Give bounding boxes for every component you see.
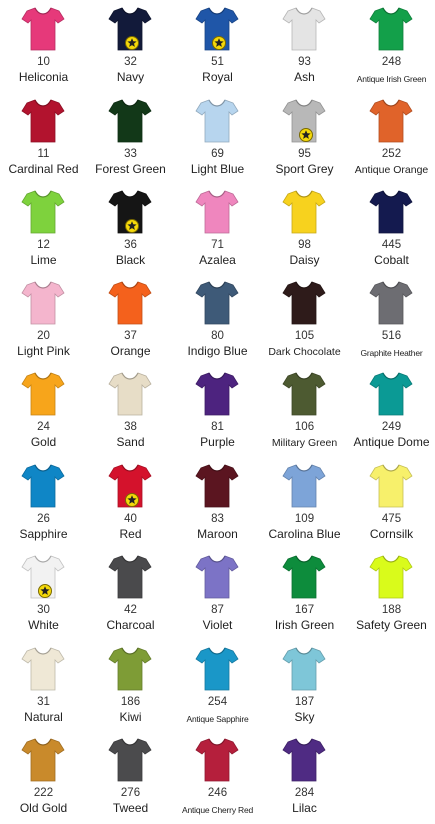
color-swatch (87, 0, 174, 91)
color-swatch (0, 731, 87, 822)
tshirt-icon (108, 554, 152, 600)
color-code: 26 (37, 513, 50, 525)
color-name: Graphite Heather (360, 348, 423, 358)
tshirt-icon (369, 280, 413, 326)
tshirt-icon (282, 189, 326, 235)
color-name: Sky (294, 710, 315, 724)
color-swatch (87, 640, 174, 731)
color-swatch (0, 457, 87, 548)
color-name: Royal (202, 70, 233, 84)
color-code: 42 (124, 604, 137, 616)
color-name: Forest Green (95, 162, 166, 176)
color-name: Old Gold (19, 801, 68, 815)
color-code: 37 (124, 330, 137, 342)
color-name: Military Green (271, 437, 338, 449)
tshirt-icon (282, 98, 326, 144)
color-code: 31 (37, 696, 50, 708)
color-swatch (261, 92, 348, 183)
color-name: Red (119, 527, 142, 541)
color-name: Sapphire (19, 527, 68, 541)
color-name: Black (115, 253, 146, 267)
tshirt-icon (108, 463, 152, 509)
tshirt-icon (195, 189, 239, 235)
color-swatch (174, 731, 261, 822)
color-name: Cornsilk (369, 527, 414, 541)
color-swatch (174, 92, 261, 183)
color-name: Safety Green (356, 618, 427, 632)
featured-star-icon (38, 584, 52, 598)
featured-star-icon (125, 219, 139, 233)
color-name: Antique Cherry Red (181, 805, 254, 815)
color-name: Sport Grey (275, 162, 334, 176)
color-name: Purple (200, 435, 235, 449)
color-code: 30 (37, 604, 50, 616)
color-name: Charcoal (106, 618, 155, 632)
color-code: 186 (120, 696, 141, 708)
color-swatch (174, 183, 261, 274)
color-code: 167 (294, 604, 315, 616)
tshirt-icon (21, 280, 65, 326)
tshirt-icon (195, 6, 239, 52)
color-name: Kiwi (119, 710, 142, 724)
tshirt-icon (282, 463, 326, 509)
tshirt-icon (282, 371, 326, 417)
color-code: 87 (211, 604, 224, 616)
color-code: 187 (294, 696, 315, 708)
color-code: 93 (298, 56, 311, 68)
color-swatch (174, 0, 261, 91)
tshirt-icon (21, 371, 65, 417)
color-code: 80 (211, 330, 224, 342)
color-name: Daisy (289, 253, 320, 267)
tshirt-icon (369, 189, 413, 235)
color-code: 475 (381, 513, 402, 525)
color-code: 36 (124, 239, 137, 251)
color-swatch (87, 457, 174, 548)
tshirt-icon (108, 371, 152, 417)
tshirt-icon (369, 6, 413, 52)
color-name: Antique Sapphire (186, 714, 249, 724)
tshirt-icon (108, 737, 152, 783)
color-swatch (174, 365, 261, 456)
color-code: 248 (381, 56, 402, 68)
color-name: Light Pink (17, 344, 70, 358)
color-code: 284 (294, 787, 315, 799)
color-name: Antique Irish Green (356, 74, 427, 84)
color-swatch (348, 92, 435, 183)
color-name: Maroon (197, 527, 238, 541)
color-swatch (261, 640, 348, 731)
color-name: Antique Dome (353, 435, 430, 449)
tshirt-icon (369, 554, 413, 600)
featured-star-icon (125, 493, 139, 507)
color-name: Light Blue (190, 162, 245, 176)
color-code: 252 (381, 148, 402, 160)
color-name: Cobalt (374, 253, 409, 267)
tshirt-icon (282, 6, 326, 52)
color-name: Sand (116, 435, 145, 449)
color-swatch (0, 92, 87, 183)
tshirt-icon (108, 98, 152, 144)
tshirt-icon (21, 6, 65, 52)
color-swatch (0, 640, 87, 731)
featured-star-icon (125, 36, 139, 50)
color-swatch (348, 457, 435, 548)
color-code: 71 (211, 239, 224, 251)
color-swatch (261, 274, 348, 365)
tshirt-icon (21, 554, 65, 600)
color-swatch (261, 731, 348, 822)
tshirt-icon (195, 554, 239, 600)
color-swatch (87, 731, 174, 822)
color-name: Irish Green (274, 618, 335, 632)
tshirt-icon (21, 189, 65, 235)
color-name: Indigo Blue (187, 344, 248, 358)
color-swatch (0, 365, 87, 456)
color-code: 12 (37, 239, 50, 251)
color-name: Violet (202, 618, 233, 632)
color-code: 222 (33, 787, 54, 799)
color-name: Azalea (199, 253, 236, 267)
color-swatch (174, 457, 261, 548)
color-name: White (28, 618, 59, 632)
color-code: 32 (124, 56, 137, 68)
color-code: 516 (381, 330, 402, 342)
color-code: 105 (294, 330, 315, 342)
color-code: 40 (124, 513, 137, 525)
color-name: Lilac (292, 801, 317, 815)
color-swatch (0, 0, 87, 91)
tshirt-icon (282, 646, 326, 692)
tshirt-icon (195, 463, 239, 509)
color-name: Lime (30, 253, 57, 267)
color-swatch (348, 0, 435, 91)
tshirt-icon (282, 737, 326, 783)
color-code: 81 (211, 421, 224, 433)
color-swatch (87, 548, 174, 639)
tshirt-icon (369, 98, 413, 144)
color-swatch (348, 274, 435, 365)
color-code: 188 (381, 604, 402, 616)
color-code: 109 (294, 513, 315, 525)
tshirt-icon (21, 646, 65, 692)
color-swatch (174, 274, 261, 365)
color-swatch (174, 640, 261, 731)
color-code: 10 (37, 56, 50, 68)
color-name: Natural (24, 710, 63, 724)
color-code: 11 (37, 148, 50, 160)
color-code: 20 (37, 330, 50, 342)
color-name: Carolina Blue (268, 527, 341, 541)
color-code: 51 (211, 56, 224, 68)
color-code: 276 (120, 787, 141, 799)
tshirt-icon (195, 737, 239, 783)
color-code: 254 (207, 696, 228, 708)
color-name: Dark Chocolate (268, 346, 341, 358)
color-swatch (261, 457, 348, 548)
color-code: 95 (298, 148, 311, 160)
color-swatch (0, 548, 87, 639)
tshirt-icon (195, 646, 239, 692)
tshirt-icon (108, 189, 152, 235)
tshirt-icon (108, 646, 152, 692)
color-swatch (348, 548, 435, 639)
color-name: Ash (294, 70, 315, 84)
color-swatch (348, 365, 435, 456)
tshirt-icon (21, 98, 65, 144)
tshirt-icon (369, 463, 413, 509)
color-name: Cardinal Red (8, 162, 79, 176)
tshirt-icon (108, 6, 152, 52)
color-code: 69 (211, 148, 224, 160)
tshirt-icon (282, 280, 326, 326)
color-code: 445 (381, 239, 402, 251)
tshirt-icon (369, 371, 413, 417)
tshirt-icon (21, 737, 65, 783)
color-name: Orange (110, 344, 151, 358)
color-swatch (87, 92, 174, 183)
color-name: Gold (30, 435, 57, 449)
color-swatch (174, 548, 261, 639)
tshirt-icon (108, 280, 152, 326)
color-code: 249 (381, 421, 402, 433)
tshirt-icon (195, 280, 239, 326)
color-name: Tweed (112, 801, 149, 815)
color-swatch (261, 0, 348, 91)
featured-star-icon (299, 128, 313, 142)
color-code: 38 (124, 421, 137, 433)
tshirt-icon (21, 463, 65, 509)
color-swatch (87, 274, 174, 365)
color-name: Antique Orange (354, 164, 429, 176)
color-code: 98 (298, 239, 311, 251)
color-code: 24 (37, 421, 50, 433)
color-code: 246 (207, 787, 228, 799)
color-swatch (0, 183, 87, 274)
color-swatch (87, 365, 174, 456)
featured-star-icon (212, 36, 226, 50)
color-code: 106 (294, 421, 315, 433)
color-swatch (261, 365, 348, 456)
color-code: 83 (211, 513, 224, 525)
color-swatch (261, 548, 348, 639)
tshirt-icon (195, 371, 239, 417)
color-code: 33 (124, 148, 137, 160)
color-swatch (261, 183, 348, 274)
color-name: Heliconia (18, 70, 69, 84)
tshirt-icon (282, 554, 326, 600)
color-name: Navy (116, 70, 145, 84)
color-swatch (0, 274, 87, 365)
tshirt-icon (195, 98, 239, 144)
color-swatch (87, 183, 174, 274)
color-swatch (348, 183, 435, 274)
